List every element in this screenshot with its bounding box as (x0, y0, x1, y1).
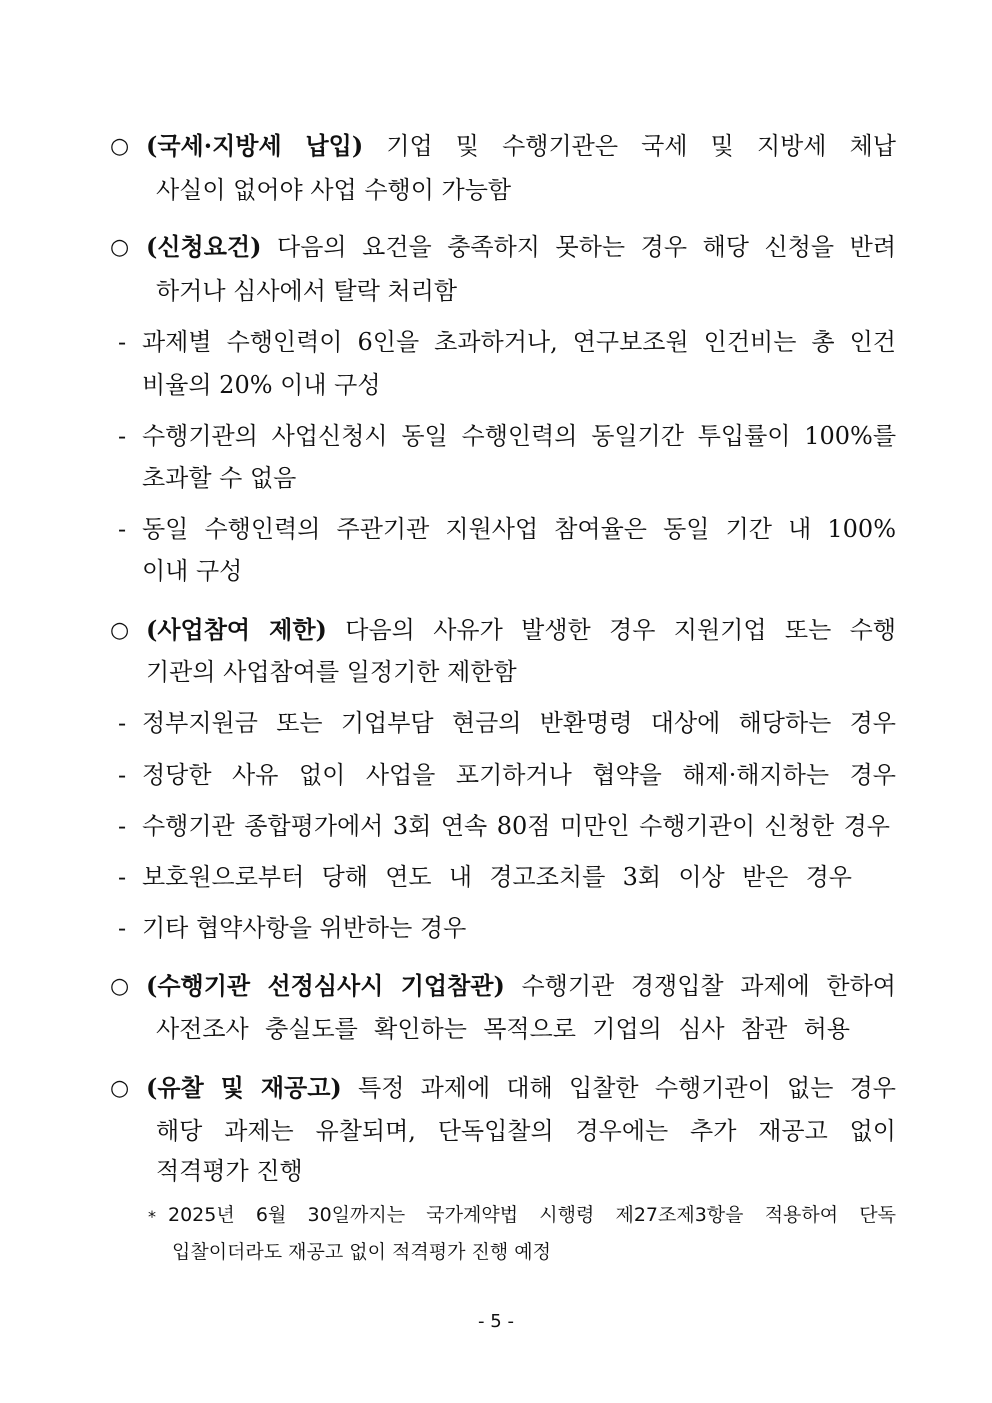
tax-text-1: 기업 및 수행기관은 국세 및 지방세 체납 (363, 132, 896, 160)
footnote-mark: * (148, 1207, 156, 1226)
requirements-text-1: 다음의 요건을 충족하지 못하는 경우 해당 신청을 반려 (261, 233, 896, 261)
list-dash: - (118, 863, 127, 891)
restriction-heading: (사업참여 제한) (146, 615, 327, 644)
restriction-text-1: 다음의 사유가 발생한 경우 지원기업 또는 수행 (326, 616, 897, 644)
observation-paragraph-line-1 (146, 970, 896, 1002)
section-bullet: ○ (110, 235, 130, 260)
rebid-note-line-1: 2025년 6월 30일까지는 국가계약법 시행령 제27조제3항을 적용하여 단독 (168, 1204, 896, 1226)
list-dash: - (118, 328, 127, 356)
list-dash: - (118, 709, 127, 737)
rebid-note-line-2: 입찰이더라도 재공고 없이 적격평가 진행 예정 (172, 1241, 551, 1263)
requirements-item-2-line-1: 수행기관의 사업신청시 동일 수행인력의 동일기간 투입률이 100%를 (142, 422, 896, 450)
section-bullet: ○ (110, 1076, 130, 1101)
page-number: - 5 - (478, 1311, 514, 1332)
observation-heading: (수행기관 선정심사시 기업참관) (146, 971, 505, 1000)
tax-paragraph-line-2: 사실이 없어야 사업 수행이 가능함 (156, 176, 512, 204)
section-bullet: ○ (110, 134, 130, 159)
rebid-paragraph-line-3: 적격평가 진행 (156, 1157, 303, 1185)
requirements-item-1-line-2: 비율의 20% 이내 구성 (142, 371, 381, 399)
observation-text-1: 수행기관 경쟁입찰 과제에 한하여 (504, 972, 896, 1000)
requirements-item-3-line-1: 동일 수행인력의 주관기관 지원사업 참여율은 동일 기간 내 100% (142, 515, 896, 543)
list-dash: - (118, 914, 127, 942)
rebid-paragraph-line-2: 해당 과제는 유찰되며, 단독입찰의 경우에는 추가 재공고 없이 (156, 1117, 896, 1145)
list-dash: - (118, 422, 127, 450)
restriction-item-5: 기타 협약사항을 위반하는 경우 (142, 914, 467, 942)
requirements-paragraph-line-1 (146, 231, 896, 263)
section-bullet: ○ (110, 618, 130, 643)
list-dash: - (118, 515, 127, 543)
list-dash: - (118, 761, 127, 789)
rebid-text-1: 특정 과제에 대해 입찰한 수행기관이 없는 경우 (341, 1074, 896, 1102)
tax-paragraph-line-1 (146, 130, 896, 162)
restriction-item-1: 정부지원금 또는 기업부담 현금의 반환명령 대상에 해당하는 경우 (142, 709, 896, 737)
tax-heading: (국세·지방세 납입) (146, 131, 364, 160)
observation-paragraph-line-2: 사전조사 충실도를 확인하는 목적으로 기업의 심사 참관 허용 (156, 1015, 850, 1043)
section-bullet: ○ (110, 974, 130, 999)
restriction-paragraph-line-2: 기관의 사업참여를 일정기한 제한함 (146, 658, 517, 686)
requirements-paragraph-line-2: 하거나 심사에서 탈락 처리함 (156, 277, 458, 305)
restriction-item-3: 수행기관 종합평가에서 3회 연속 80점 미만인 수행기관이 신청한 경우 (142, 812, 890, 840)
restriction-item-2: 정당한 사유 없이 사업을 포기하거나 협약을 해제·해지하는 경우 (142, 761, 896, 789)
restriction-paragraph-line-1 (146, 614, 896, 646)
rebid-heading: (유찰 및 재공고) (146, 1073, 342, 1102)
requirements-item-1-line-1: 과제별 수행인력이 6인을 초과하거나, 연구보조원 인건비는 총 인건 (142, 328, 896, 356)
requirements-item-3-line-2: 이내 구성 (142, 557, 243, 585)
requirements-item-2-line-2: 초과할 수 없음 (142, 464, 297, 492)
requirements-heading: (신청요건) (146, 232, 262, 261)
restriction-item-4: 보호원으로부터 당해 연도 내 경고조치를 3회 이상 받은 경우 (142, 863, 852, 891)
list-dash: - (118, 812, 127, 840)
rebid-paragraph-line-1 (146, 1072, 896, 1104)
